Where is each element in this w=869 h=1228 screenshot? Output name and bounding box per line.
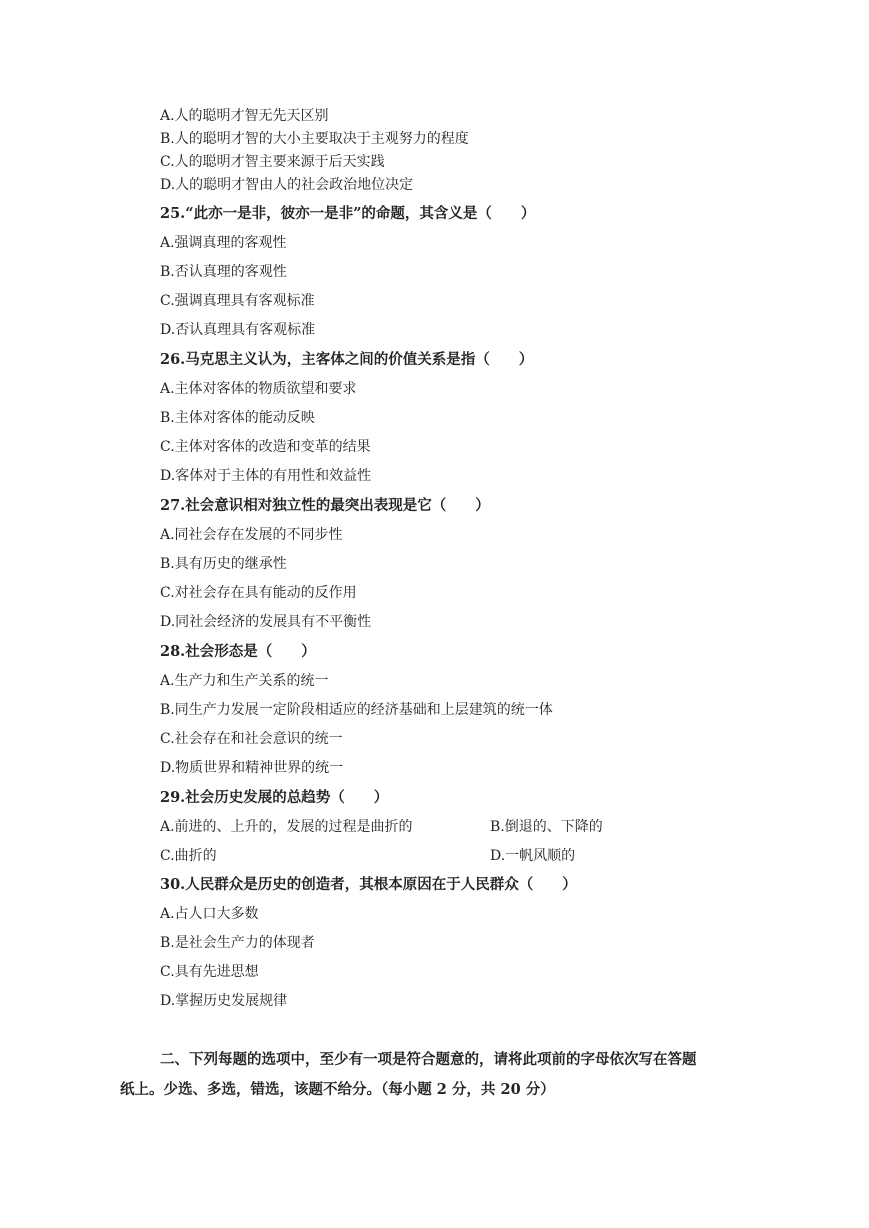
- prev-option-a: A.人的聪明才智无先天区别: [160, 108, 329, 124]
- question-25-stem: 25.“此亦一是非，彼亦一是非”的命题，其含义是（ ）: [160, 205, 536, 222]
- question-30-option-b: B.是社会生产力的体现者: [160, 935, 315, 951]
- question-28-option-b: B.同生产力发展一定阶段相适应的经济基础和上层建筑的统一体: [160, 702, 553, 718]
- question-27-option-c: C.对社会存在具有能动的反作用: [160, 585, 357, 601]
- question-30-option-c: C.具有先进思想: [160, 964, 259, 980]
- question-26-option-a: A.主体对客体的物质欲望和要求: [160, 381, 357, 397]
- question-25-option-c: C.强调真理具有客观标准: [160, 293, 315, 309]
- question-29-stem: 29.社会历史发展的总趋势（ ）: [160, 789, 389, 806]
- section-2-line-1: 二、下列每题的选项中，至少有一项是符合题意的，请将此项前的字母依次写在答题: [160, 1051, 697, 1068]
- question-26-option-d: D.客体对于主体的有用性和效益性: [160, 468, 372, 484]
- prev-option-c: C.人的聪明才智主要来源于后天实践: [160, 154, 385, 170]
- question-27-option-a: A.同社会存在发展的不同步性: [160, 527, 343, 543]
- question-29-option-d: D.一帆风顺的: [490, 848, 576, 864]
- prev-option-b: B.人的聪明才智的大小主要取决于主观努力的程度: [160, 131, 469, 147]
- question-28-option-c: C.社会存在和社会意识的统一: [160, 731, 343, 747]
- question-30-option-a: A.占人口大多数: [160, 906, 259, 922]
- question-29-option-a: A.前进的、上升的，发展的过程是曲折的: [160, 819, 413, 835]
- question-27-stem: 27.社会意识相对独立性的最突出表现是它（ ）: [160, 497, 490, 514]
- question-25-option-b: B.否认真理的客观性: [160, 264, 287, 280]
- question-28-option-d: D.物质世界和精神世界的统一: [160, 760, 344, 776]
- question-25-option-a: A.强调真理的客观性: [160, 235, 287, 251]
- question-29-option-c: C.曲折的: [160, 848, 217, 864]
- question-28-stem: 28.社会形态是（ ）: [160, 643, 316, 660]
- question-26-stem: 26.马克思主义认为，主客体之间的价值关系是指（ ）: [160, 351, 534, 368]
- question-26-option-b: B.主体对客体的能动反映: [160, 410, 315, 426]
- question-27-option-b: B.具有历史的继承性: [160, 556, 287, 572]
- question-27-option-d: D.同社会经济的发展具有不平衡性: [160, 614, 372, 630]
- question-28-option-a: A.生产力和生产关系的统一: [160, 673, 329, 689]
- question-26-option-c: C.主体对客体的改造和变革的结果: [160, 439, 371, 455]
- section-2-line-2: 纸上。少选、多选，错选，该题不给分。（每小题 2 分，共 20 分）: [120, 1081, 555, 1098]
- question-25-option-d: D.否认真理具有客观标准: [160, 322, 316, 338]
- question-30-stem: 30.人民群众是历史的创造者，其根本原因在于人民群众（ ）: [160, 876, 577, 893]
- prev-option-d: D.人的聪明才智由人的社会政治地位决定: [160, 177, 414, 193]
- question-29-option-b: B.倒退的、下降的: [490, 819, 603, 835]
- question-30-option-d: D.掌握历史发展规律: [160, 993, 288, 1009]
